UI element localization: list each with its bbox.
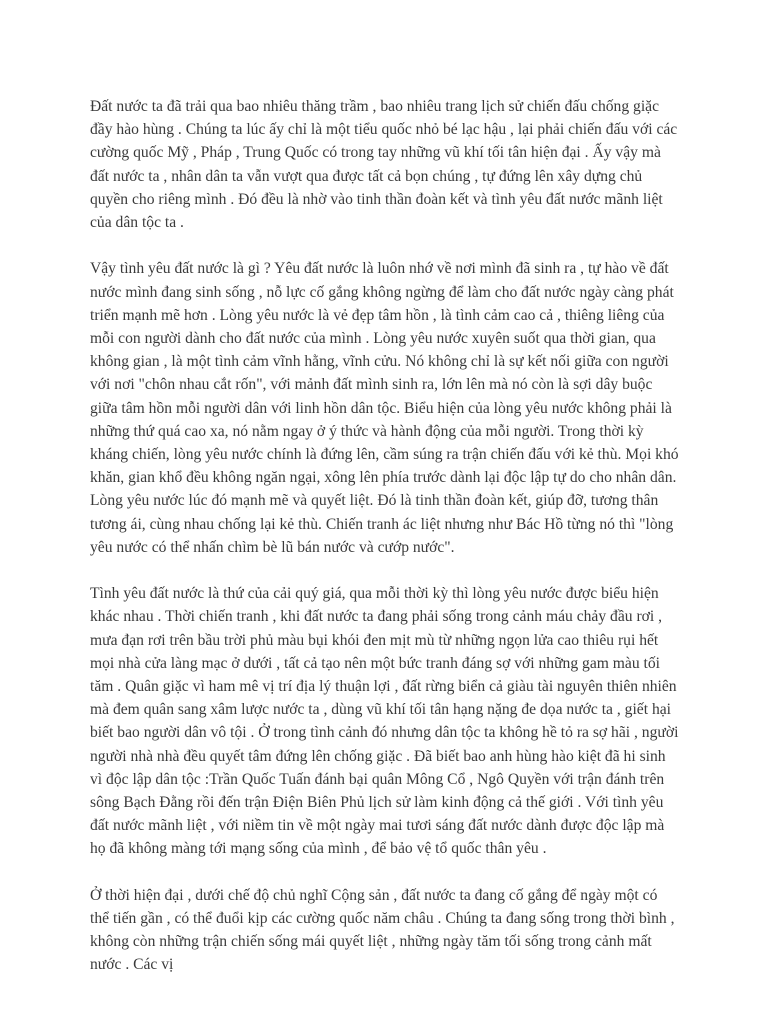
paragraph-3: Tình yêu đất nước là thứ của cải quý giá, qua mỗi thời kỳ thì lòng yêu nước được biểu hiện khác nhau . Thời chiến tranh , khi đất nước ta đang phải sống trong cảnh máu chảy đầu rơi , mưa đạn rơi trên bầu trời phủ màu bụi khói đen mịt mù từ những ngọn lửa cao thiêu rụi hết mọi nhà cửa làng mạc ở dưới , tất cả tạo nên một bức tranh đáng sợ với những gam màu tối tăm . Quân giặc vì ham mê vị trí địa lý thuận lợi , đất rừng biển cả giàu tài nguyên thiên nhiên mà đem quân sang xâm lược nước ta , dùng vũ khí tối tân hạng nặng đe dọa nước ta , giết hại biết bao người dân vô tội . Ở trong tình cảnh đó nhưng dân tộc ta không hề tỏ ra sợ hãi , người người nhà nhà đều quyết tâm đứng lên chống giặc . Đã biết bao anh hùng hào kiệt đã hi sinh vì độc lập dân tộc :Trần Quốc Tuấn đánh bại quân Mông Cổ , Ngô Quyền với trận đánh trên sông Bạch Đằng rồi đến trận Điện Biên Phủ lịch sử làm kinh động cả thế giới . Với tình yêu đất nước mãnh liệt , với niềm tin về một ngày mai tươi sáng đất nước dành được độc lập mà họ đã không màng tới mạng sống của mình , để bảo vệ tổ quốc thân yêu .: [90, 585, 679, 858]
document-body: [90, 95, 680, 1000]
paragraph-2: Vậy tình yêu đất nước là gì ? Yêu đất nước là luôn nhớ về nơi mình đã sinh ra , tự hào về đất nước mình đang sinh sống , nỗ lực cố gắng không ngừng để làm cho đất nước ngày càng phát triển mạnh mẽ hơn . Lòng yêu nước là vẻ đẹp tâm hồn , là tình cảm cao cả , thiêng liêng của mỗi con người dành cho đất nước của mình . Lòng yêu nước xuyên suốt qua thời gian, qua không gian , là một tình cảm vĩnh hằng, vĩnh cửu. Nó không chỉ là sự kết nối giữa con người với nơi "chôn nhau cắt rốn", với mảnh đất mình sinh ra, lớn lên mà nó còn là sợi dây buộc giữa tâm hồn mỗi người dân với linh hồn dân tộc. Biểu hiện của lòng yêu nước không phải là những thứ quá cao xa, nó nằm ngay ở ý thức và hành động của mỗi người. Trong thời kỳ kháng chiến, lòng yêu nước chính là đứng lên, cầm súng ra trận chiến đấu với kẻ thù. Mọi khó khăn, gian khổ đều không ngăn ngại, xông lên phía trước dành lại độc lập tự do cho nhân dân. Lòng yêu nước lúc đó mạnh mẽ và quyết liệt. Đó là tinh thần đoàn kết, giúp đỡ, tương thân tương ái, cùng nhau chống lại kẻ thù. Chiến tranh ác liệt nhưng như Bác Hồ từng nó thì "lòng yêu nước có thể nhấn chìm bè lũ bán nước và cướp nước".: [90, 260, 679, 556]
paragraph-4: Ở thời hiện đại , dưới chế độ chủ nghĩ Cộng sản , đất nước ta đang cố gắng để ngày một có thể tiến gần , có thể đuổi kịp các cường quốc năm châu . Chúng ta đang sống trong thời bình , không còn những trận chiến sống mái quyết liệt , những ngày tăm tối sống trong cảnh mất nước . Các vị: [90, 886, 675, 974]
paragraph-1: Đất nước ta đã trải qua bao nhiêu thăng trầm , bao nhiêu trang lịch sử chiến đấu chống giặc đầy hào hùng . Chúng ta lúc ấy chỉ là một tiểu quốc nhỏ bé lạc hậu , lại phải chiến đấu với các cường quốc Mỹ , Pháp , Trung Quốc có trong tay những vũ khí tối tân hiện đại . Ấy vậy mà đất nước ta , nhân dân ta vẫn vượt qua được tất cả bọn chúng , tự đứng lên xây dựng chủ quyền cho riêng mình . Đó đều là nhờ vào tinh thần đoàn kết và tình yêu đất nước mãnh liệt của dân tộc ta .: [90, 98, 678, 232]
